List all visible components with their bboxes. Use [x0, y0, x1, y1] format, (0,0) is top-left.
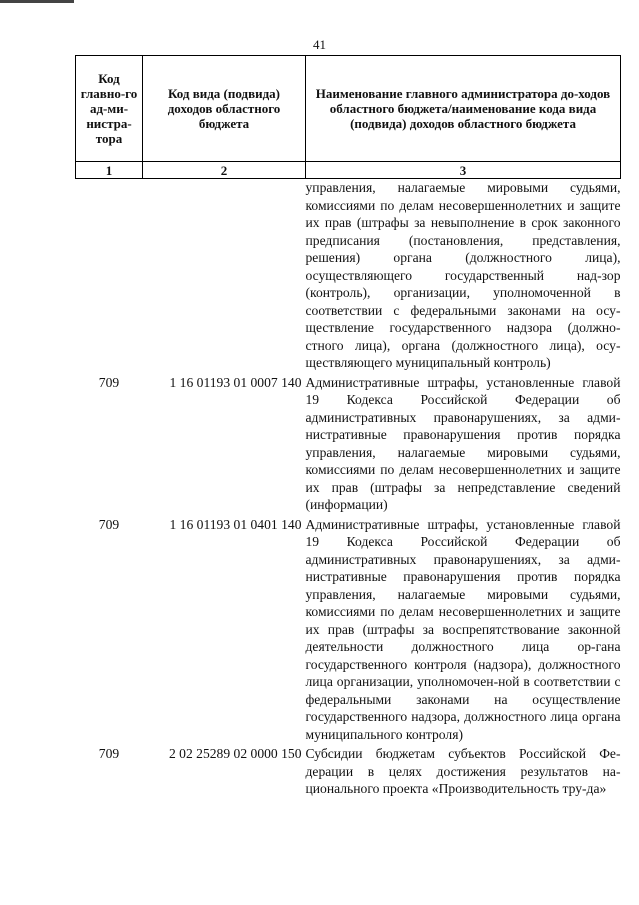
income-code-cell: 1 16 01193 01 0401 140 [169, 516, 302, 532]
admin-code-cell [76, 179, 143, 374]
table-row [76, 179, 621, 374]
table-row [76, 745, 621, 798]
column-number-row [76, 162, 621, 179]
description-cell: Административные штрафы, установленные главой 19 Кодекса Российской Федерации об административных правонарушениях, за адми-нистративные правонарушения против порядка управления, налагаемые мировыми судьями, комиссиями по делам несовершеннолетних и защите их прав (штрафы за воспрепятствование законной деятельности должностного лица ор-гана государственного контроля (надзора), должностного лица организации, уполномочен-ной в соответствии с федеральными законами на осуществление государственного надзора, должностного лица органа муниципального контроля) [305, 516, 621, 742]
page-number: 41 [313, 37, 326, 52]
table-row [76, 374, 621, 516]
admin-code-cell: 709 [98, 746, 120, 761]
budget-income-table [75, 55, 621, 798]
table-header-row [76, 56, 621, 162]
column-number-3: 3 [306, 162, 621, 179]
description-cell: Субсидии бюджетам субъектов Российской Фе-дерации в целях достижения результатов на-ционального проекта «Производительность тру-да» [305, 746, 621, 796]
header-admin-code: Код главно-го ад-ми-нистра-тора [76, 56, 143, 162]
admin-code-cell: 709 [98, 516, 120, 532]
scan-corner-mark [0, 0, 74, 3]
description-cell: управления, налагаемые мировыми судьями, комиссиями по делам несовершеннолетних и защите их прав (штрафы за невыполнение в срок законного предписания (постановления, представления, решения) органа (должностного лица), осуществляющего государственный над-зор (контроль), организации, уполномоченной в соответствии с федеральными законами на осу-ществление государственного надзора (должно-стного лица), органа (должностного лица), осу-ществляющего муниципальный контроль) [305, 180, 621, 370]
header-description: Наименование главного администратора до-ходов областного бюджета/наименование кода вида (подвида) доходов областного бюджета [306, 56, 621, 162]
income-code-cell: 2 02 25289 02 0000 150 [168, 746, 302, 761]
column-number-2: 2 [143, 162, 306, 179]
description-cell: Административные штрафы, установленные главой 19 Кодекса Российской Федерации об административных правонарушениях, за адми-нистративные правонарушения против порядка управления, налагаемые мировыми судьями, комиссиями по делам несовершеннолетних и защите их прав (штрафы за непредставление сведений (информации) [305, 374, 621, 512]
column-number-1: 1 [76, 162, 143, 179]
income-code-cell [143, 179, 306, 374]
header-income-code: Код вида (подвида) доходов областного бюджета [143, 56, 306, 162]
admin-code-cell: 709 [98, 374, 120, 390]
table-row [76, 516, 621, 746]
income-code-cell: 1 16 01193 01 0007 140 [169, 374, 302, 390]
